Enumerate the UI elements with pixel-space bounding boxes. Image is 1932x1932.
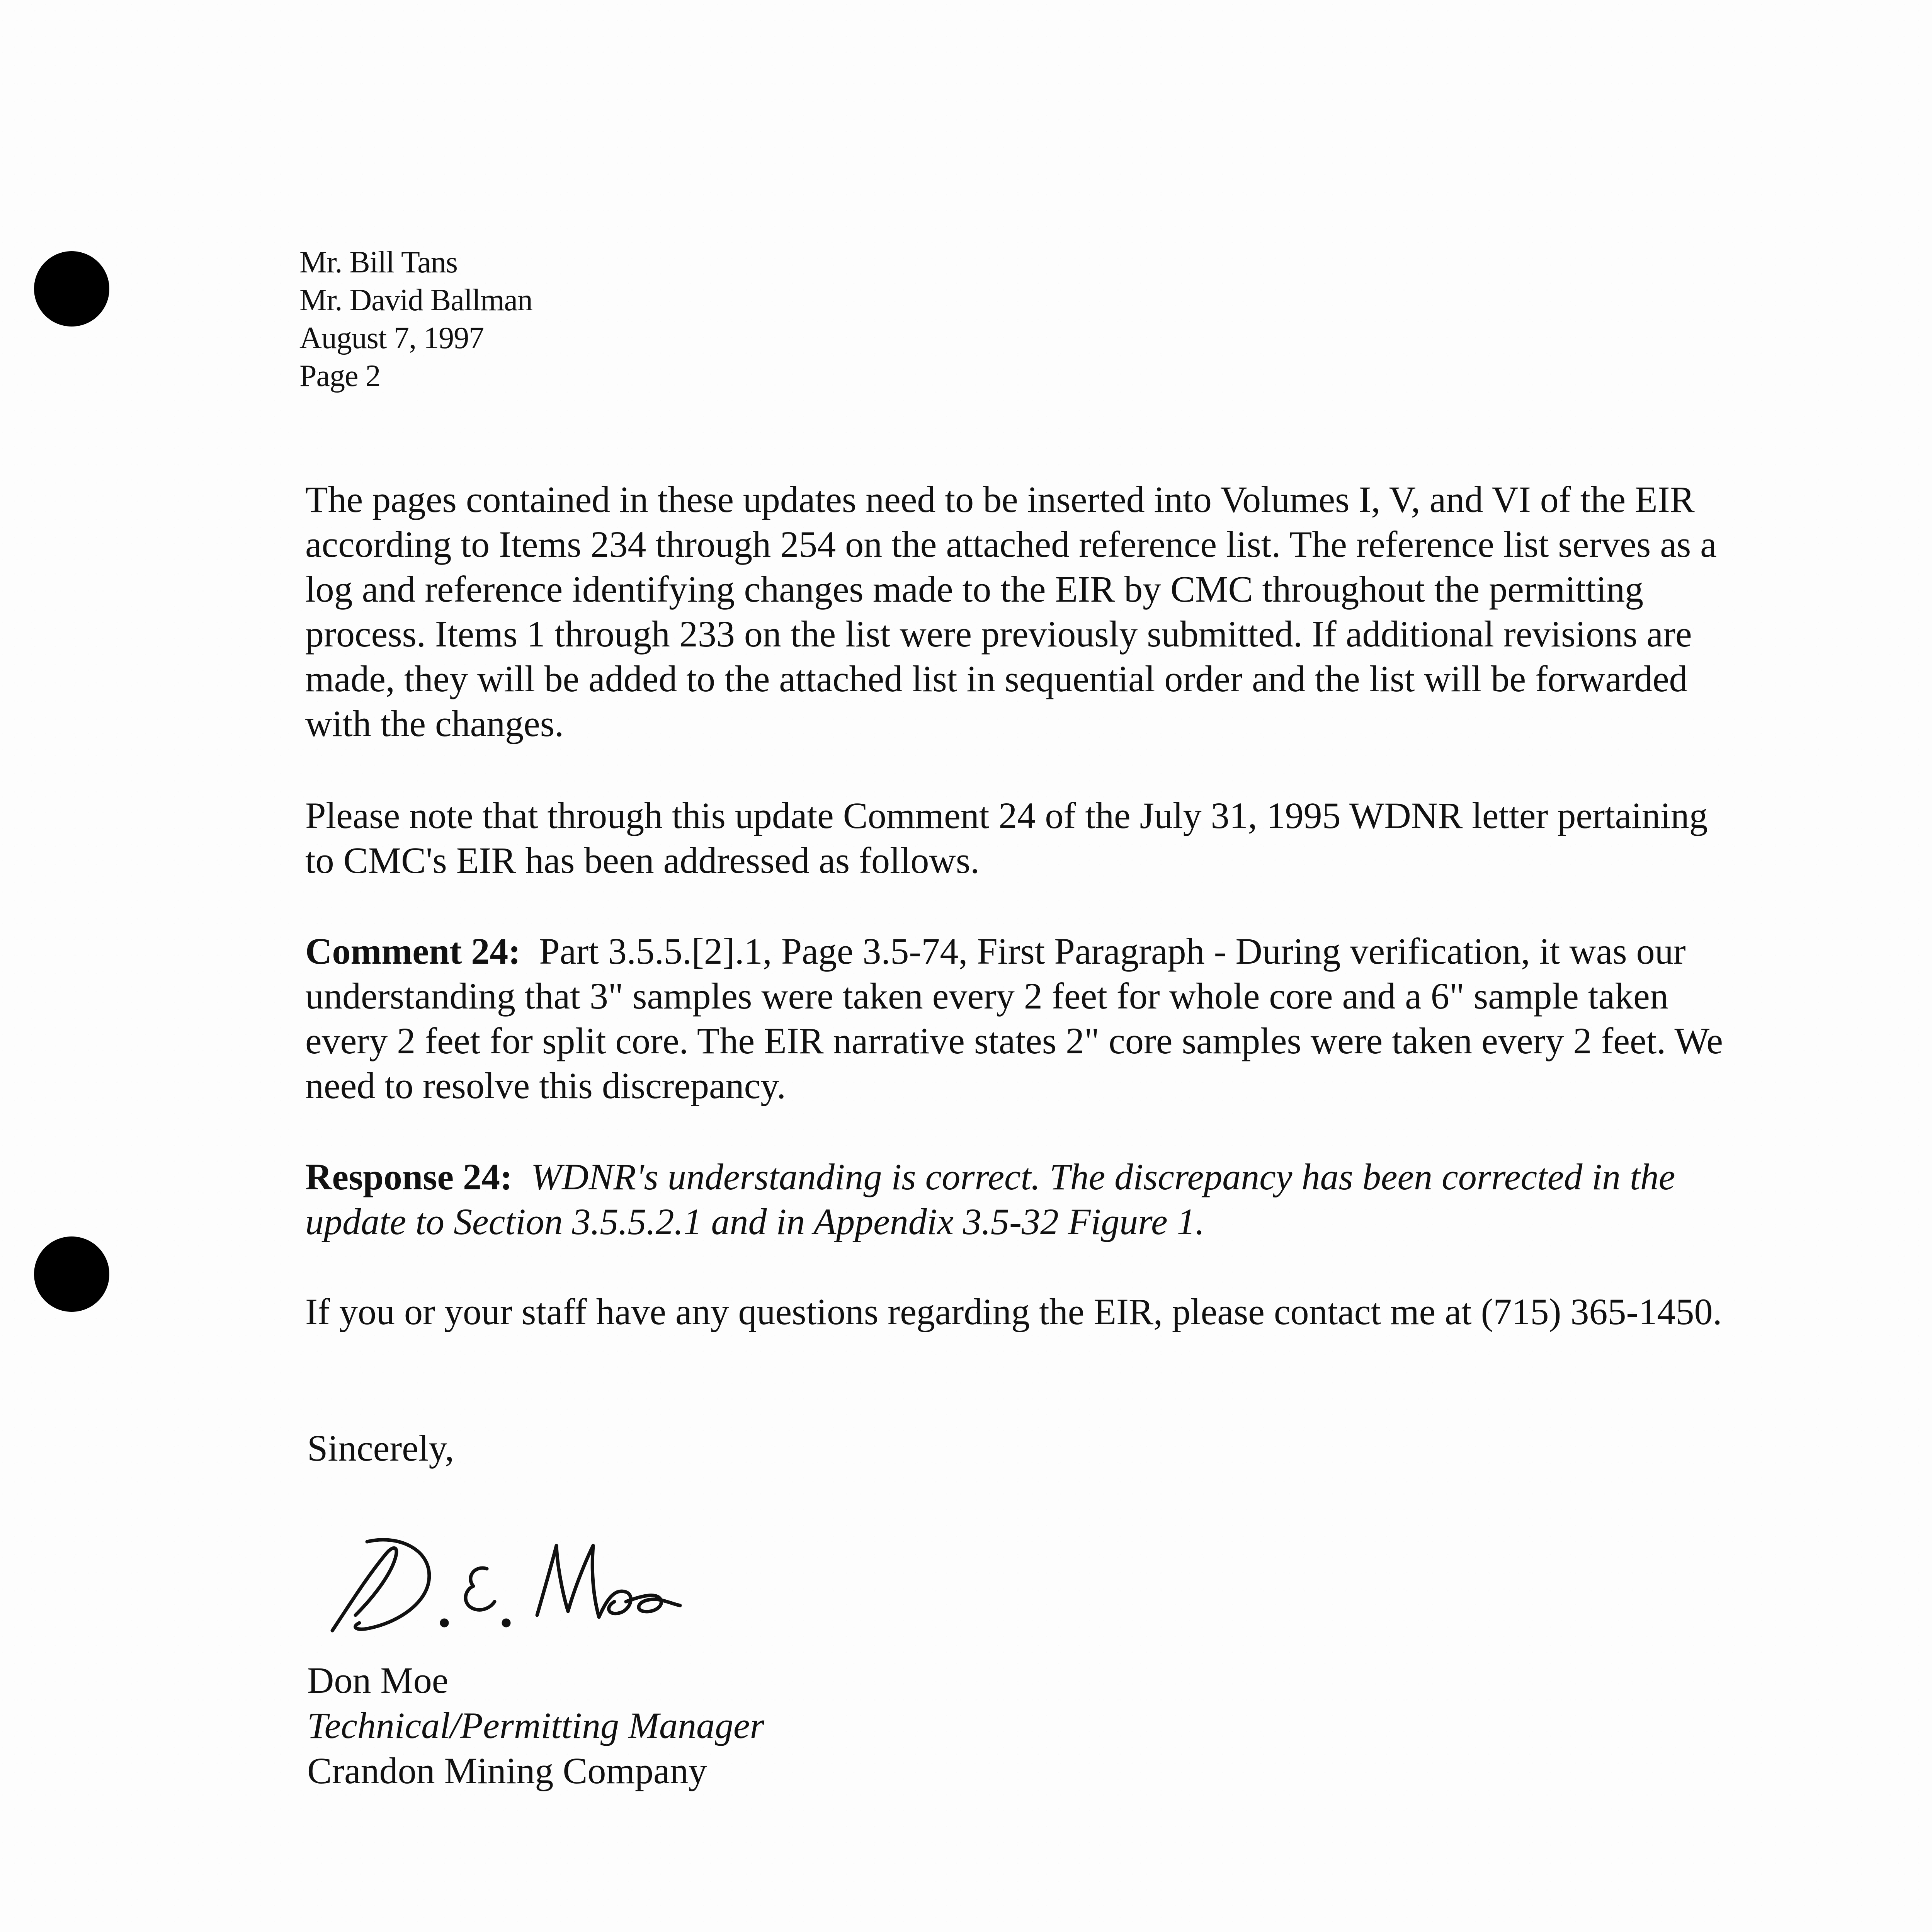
paragraph-text: Please note that through this update Comment 24 of the July 31, 1995 WDNR letter pertaining to CMC's EIR has been addressed as follows. <box>305 795 1708 881</box>
recipient-line: Mr. Bill Tans <box>299 245 457 279</box>
response-label: Response 24: <box>305 1156 513 1197</box>
paragraph-text: If you or your staff have any questions regarding the EIR, please contact me at (715) 365-1450. <box>305 1291 1722 1332</box>
response-paragraph <box>305 1155 1743 1244</box>
closing-salutation: Sincerely, <box>307 1427 454 1469</box>
punch-hole <box>34 251 109 327</box>
response-text: WDNR's understanding is correct. The discrepancy has been corrected in the update to Section 3.5.5.2.1 and in Appendix 3.5-32 Figure 1. <box>305 1156 1675 1242</box>
punch-hole <box>34 1236 109 1312</box>
handwritten-signature <box>321 1519 692 1646</box>
letter-header <box>299 243 532 395</box>
signer-name: Don Moe <box>307 1660 449 1701</box>
contact-paragraph <box>305 1289 1743 1334</box>
comment-paragraph <box>305 929 1743 1108</box>
paragraph-text: The pages contained in these updates need to be inserted into Volumes I, V, and VI of the EIR according to Items 234 through 254 on the attached reference list. The reference list serves as a log and reference identifying changes made to the EIR by CMC throughout the permitting process. Items 1 through 233 on the list were previously submitted. If additional revisions are made, they will be added to the attached list in sequential order and the list will be forwarded with the changes. <box>305 479 1717 744</box>
comment-label: Comment 24: <box>305 930 521 972</box>
body-paragraph <box>305 793 1743 883</box>
signature-block <box>307 1658 764 1793</box>
recipient-line: Mr. David Ballman <box>299 283 532 317</box>
body-paragraph <box>305 477 1743 746</box>
page-number: Page 2 <box>299 359 381 393</box>
comment-text: Part 3.5.5.[2].1, Page 3.5-74, First Paragraph - During verification, it was our understanding that 3" samples were taken every 2 feet for whole core and a 6" sample taken every 2 feet for split core. The EIR narrative states 2" core samples were taken every 2 feet. We need to resolve this discrepancy. <box>305 930 1723 1106</box>
letter-date: August 7, 1997 <box>299 321 484 355</box>
signer-title: Technical/Permitting Manager <box>307 1705 764 1746</box>
signer-company: Crandon Mining Company <box>307 1750 707 1791</box>
